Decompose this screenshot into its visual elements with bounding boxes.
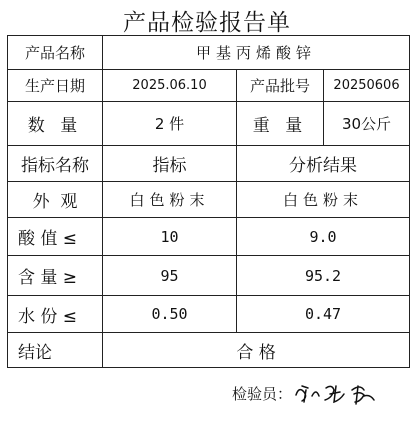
conclusion-value: 合 格 [103, 333, 410, 368]
quantity-label: 数 量 [8, 102, 103, 146]
quantity-value: 2 件 [103, 102, 237, 146]
indicator-result: 白色粉末 [237, 182, 410, 218]
production-date-label: 生产日期 [8, 70, 103, 102]
inspection-table [7, 35, 410, 368]
batch-no-label: 产品批号 [237, 70, 324, 102]
indicator-header: 指标 [103, 146, 237, 182]
indicator-result: 0.47 [237, 296, 410, 333]
indicator-name: 含 量 ≥ [8, 256, 103, 296]
indicator-standard: 0.50 [103, 296, 237, 333]
indicator-name: 酸 值 ≤ [8, 218, 103, 256]
indicator-result: 95.2 [237, 256, 410, 296]
batch-no-value: 20250606 [324, 70, 410, 102]
inspector-area [232, 380, 386, 406]
inspector-label: 检验员： [232, 384, 293, 403]
row-header [8, 146, 410, 182]
row-conclusion [8, 333, 410, 368]
result-header: 分析结果 [237, 146, 410, 182]
report-title: 产品检验报告单 [123, 10, 291, 36]
indicator-standard: 10 [103, 218, 237, 256]
row-product-name [8, 36, 410, 70]
table-row [8, 296, 410, 333]
table-row [8, 182, 410, 218]
product-name-value: 甲基丙烯酸锌 [103, 36, 410, 70]
table-row [8, 218, 410, 256]
table-row [8, 256, 410, 296]
weight-value: 30公斤 [324, 102, 410, 146]
handwritten-signature [292, 380, 386, 406]
product-name-label: 产品名称 [8, 36, 103, 70]
indicator-name: 水 份 ≤ [8, 296, 103, 333]
row-quantity-weight [8, 102, 410, 146]
indicator-result: 9.0 [237, 218, 410, 256]
indicator-standard: 95 [103, 256, 237, 296]
conclusion-label: 结论 [8, 333, 103, 368]
weight-label: 重 量 [237, 102, 324, 146]
indicator-name-header: 指标名称 [8, 146, 103, 182]
indicator-standard: 白色粉末 [103, 182, 237, 218]
indicator-name: 外 观 [8, 182, 103, 218]
production-date-value: 2025.06.10 [103, 70, 237, 102]
row-date-batch [8, 70, 410, 102]
